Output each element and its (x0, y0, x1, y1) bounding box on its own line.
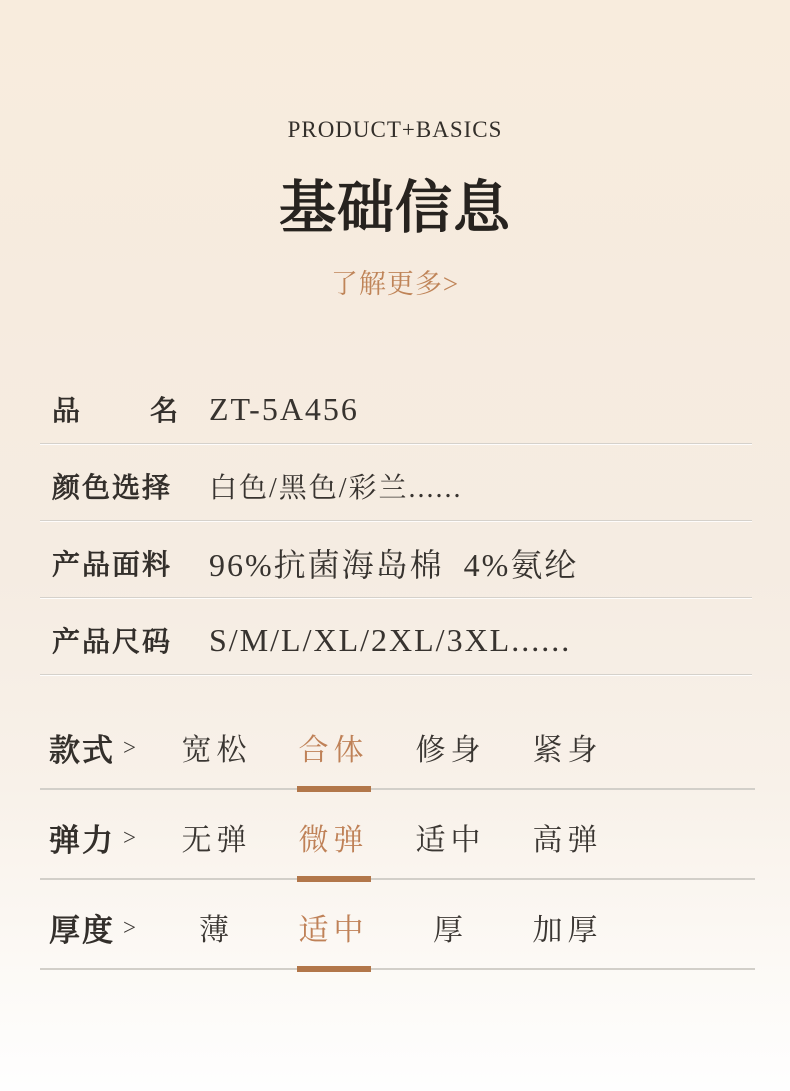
info-row-value: 96%抗菌海岛棉 4%氨纶 (209, 547, 579, 583)
attribute-option[interactable]: 适中 (298, 914, 369, 947)
info-table-row (40, 521, 752, 598)
attribute-label (40, 725, 158, 770)
attribute-options (158, 815, 755, 859)
section-eyebrow: PRODUCT+BASICS (287, 117, 503, 142)
info-row-value: S/M/L/XL/2XL/3XL...... (209, 621, 572, 658)
attribute-option[interactable]: 宽松 (181, 734, 252, 767)
attribute-option[interactable]: 合体 (298, 734, 369, 767)
chevron-right-icon: > (123, 915, 136, 940)
attribute-option[interactable]: 无弹 (181, 824, 252, 857)
info-row-label: 颜色选择 (52, 473, 173, 504)
info-row-value: ZT-5A456 (209, 390, 359, 427)
info-table-row (40, 367, 752, 444)
attribute-label-text: 款式 (49, 732, 115, 768)
selected-option-underline (297, 966, 371, 972)
attribute-selectors (40, 700, 755, 970)
info-row-label-char: 品 (52, 396, 81, 427)
attribute-option[interactable]: 加厚 (532, 914, 603, 947)
attribute-label-text: 弹力 (49, 822, 115, 858)
attribute-label (40, 815, 158, 860)
info-row-value: 白色/黑色/彩兰...... (209, 473, 463, 504)
info-row-label: 产品尺码 (52, 627, 173, 658)
attribute-row (40, 790, 755, 880)
attribute-option[interactable]: 厚 (433, 914, 468, 947)
attribute-option[interactable]: 修身 (415, 734, 486, 767)
attribute-label-text: 厚度 (49, 912, 115, 948)
row-divider-line (40, 968, 755, 970)
info-row-label: 产品面料 (52, 550, 173, 581)
attribute-options (158, 905, 755, 949)
attribute-row (40, 700, 755, 790)
product-info-table (40, 367, 752, 675)
attribute-option[interactable]: 微弹 (298, 824, 369, 857)
chevron-right-icon: > (123, 735, 136, 760)
attribute-label (40, 905, 158, 950)
section-title: 基础信息 (279, 177, 511, 240)
attribute-row (40, 880, 755, 970)
learn-more-link[interactable]: 了解更多> (330, 269, 460, 299)
chevron-right-icon: > (123, 825, 136, 850)
info-table-row (40, 598, 752, 675)
attribute-option[interactable]: 高弹 (532, 824, 603, 857)
attribute-option[interactable]: 适中 (415, 824, 486, 857)
attribute-option[interactable]: 紧身 (532, 734, 603, 767)
info-row-label (52, 389, 178, 429)
info-row-label-char: 名 (149, 396, 178, 427)
attribute-option[interactable]: 薄 (199, 914, 234, 947)
attribute-options (158, 725, 755, 769)
info-table-row (40, 444, 752, 521)
